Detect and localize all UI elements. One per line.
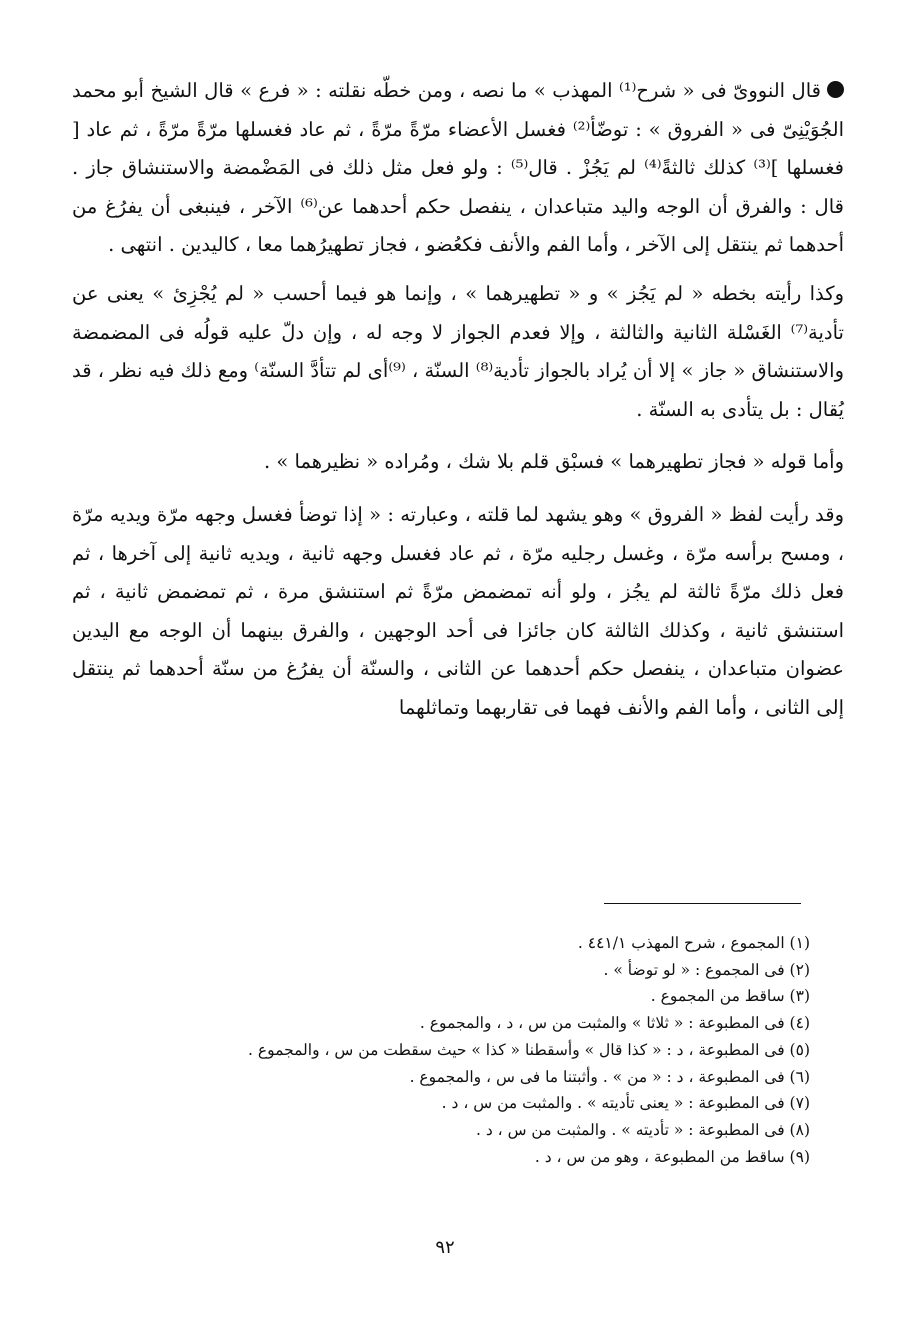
footnote: (٧) فى المطبوعة : « يعنى تأديته » . والمثبت من س ، د .	[441, 1094, 810, 1113]
paragraph: وأما قوله « فجاز تطهيرهما » فسبْق قلم بلا شك ، ومُراده « نظيرهما » .	[264, 450, 844, 474]
bullet-icon	[827, 81, 844, 98]
footnote: (٢) فى المجموع : « لو توضأ » .	[603, 960, 810, 979]
paragraph	[72, 72, 844, 265]
footnote: (٦) فى المطبوعة ، د : « من » . وأثبتنا ما فى س ، والمجموع .	[409, 1067, 810, 1086]
footnote-divider	[604, 903, 801, 904]
paragraph-text: قال النووىّ فى « شرح⁽¹⁾ المهذب » ما نصه ، ومن خطّه نقلته : « فرع » قال الشيخ أبو محمد الجُوَيْنِىّ فى « الفروق » : توضّأ⁽²⁾ فغسل الأعضاء مرّةً مرّةً ، ثم عاد فغسلها مرّةً مرّةً ، ثم عاد [ فغسلها ]⁽³⁾ كذلك ثالثةً⁽⁴⁾ لم يَجُزْ . قال⁽⁵⁾ : ولو فعل مثل ذلك فى المَضْمضة والاستنشاق جاز . قال : والفرق أن الوجه واليد متباعدان ، ينفصل حكم أحدهما عن⁽⁶⁾ الآخر ، فينبغى أن يفرُغ من أحدهما ثم ينتقل إلى الآخر ، وأما الفم والأنف فكعُضو ، فجاز تطهيرُهما معا ، كاليدين . انتهى .	[72, 79, 845, 257]
paragraph: وقد رأيت لفظ « الفروق » وهو يشهد لما قلته ، وعبارته : « إذا توضأ فغسل وجهه مرّة ويديه مرّة ، ومسح برأسه مرّة ، وغسل رجليه مرّة ، ثم عاد فغسل وجهه ثانية ، ويديه ثانية إلى آخرها ، ثم فعل ذلك مرّةً ثالثة لم يجُز ، ولو أنه تمضمض مرّةً ثم استنشق مرة ، ثم تمضمض ثانية ، ثم استنشق ثانية ، وكذلك الثالثة كان جائزا فى أحد الوجهين ، والفرق بينهما أن الوجه مع اليدين عضوان متباعدان ، ينفصل حكم أحدهما عن الثانى ، والسنّة أن يفرُغ من سنّة أحدهما ثم ينتقل إلى الثانى ، وأما الفم والأنف فهما فى تقاربهما وتماثلهما	[72, 502, 845, 719]
footnote: (٣) ساقط من المجموع .	[650, 987, 810, 1006]
footnote: (٩) ساقط من المطبوعة ، وهو من س ، د .	[534, 1147, 810, 1166]
footnote: (٨) فى المطبوعة : « تأديته » . والمثبت من س ، د .	[475, 1120, 810, 1139]
footnote: (١) المجموع ، شرح المهذب ٤٤١/١ .	[577, 934, 810, 952]
footnote: (٥) فى المطبوعة ، د : « كذا قال » وأسقطنا « كذا » حيث سقطت من س ، والمجموع .	[248, 1040, 810, 1059]
footnotes	[120, 930, 810, 1170]
paragraph: وكذا رأيته بخطه « لم يَجُز » و « تطهيرهما » ، وإنما هو فيما أحسب « لم يُجْزِئ » يعنى عن تأدية⁽⁷⁾ الغَسْلة الثانية والثالثة ، وإلا فعدم الجواز لا وجه له ، وإن دلّ عليه قولُه فى المضمضة والاستنشاق « جاز » إلا أن يُراد بالجواز تأدية⁽⁸⁾ السنّة ، ⁽⁹⁾أى لم تتأدَّ السنّة⁾ ومع ذلك فيه نظر ، قد يُقال : بل يتأدى به السنّة .	[72, 281, 844, 421]
page-number: ٩٢	[435, 1237, 455, 1258]
main-text	[72, 72, 844, 728]
footnote: (٤) فى المطبوعة : « ثلاثا » والمثبت من س ، د ، والمجموع .	[419, 1014, 810, 1033]
